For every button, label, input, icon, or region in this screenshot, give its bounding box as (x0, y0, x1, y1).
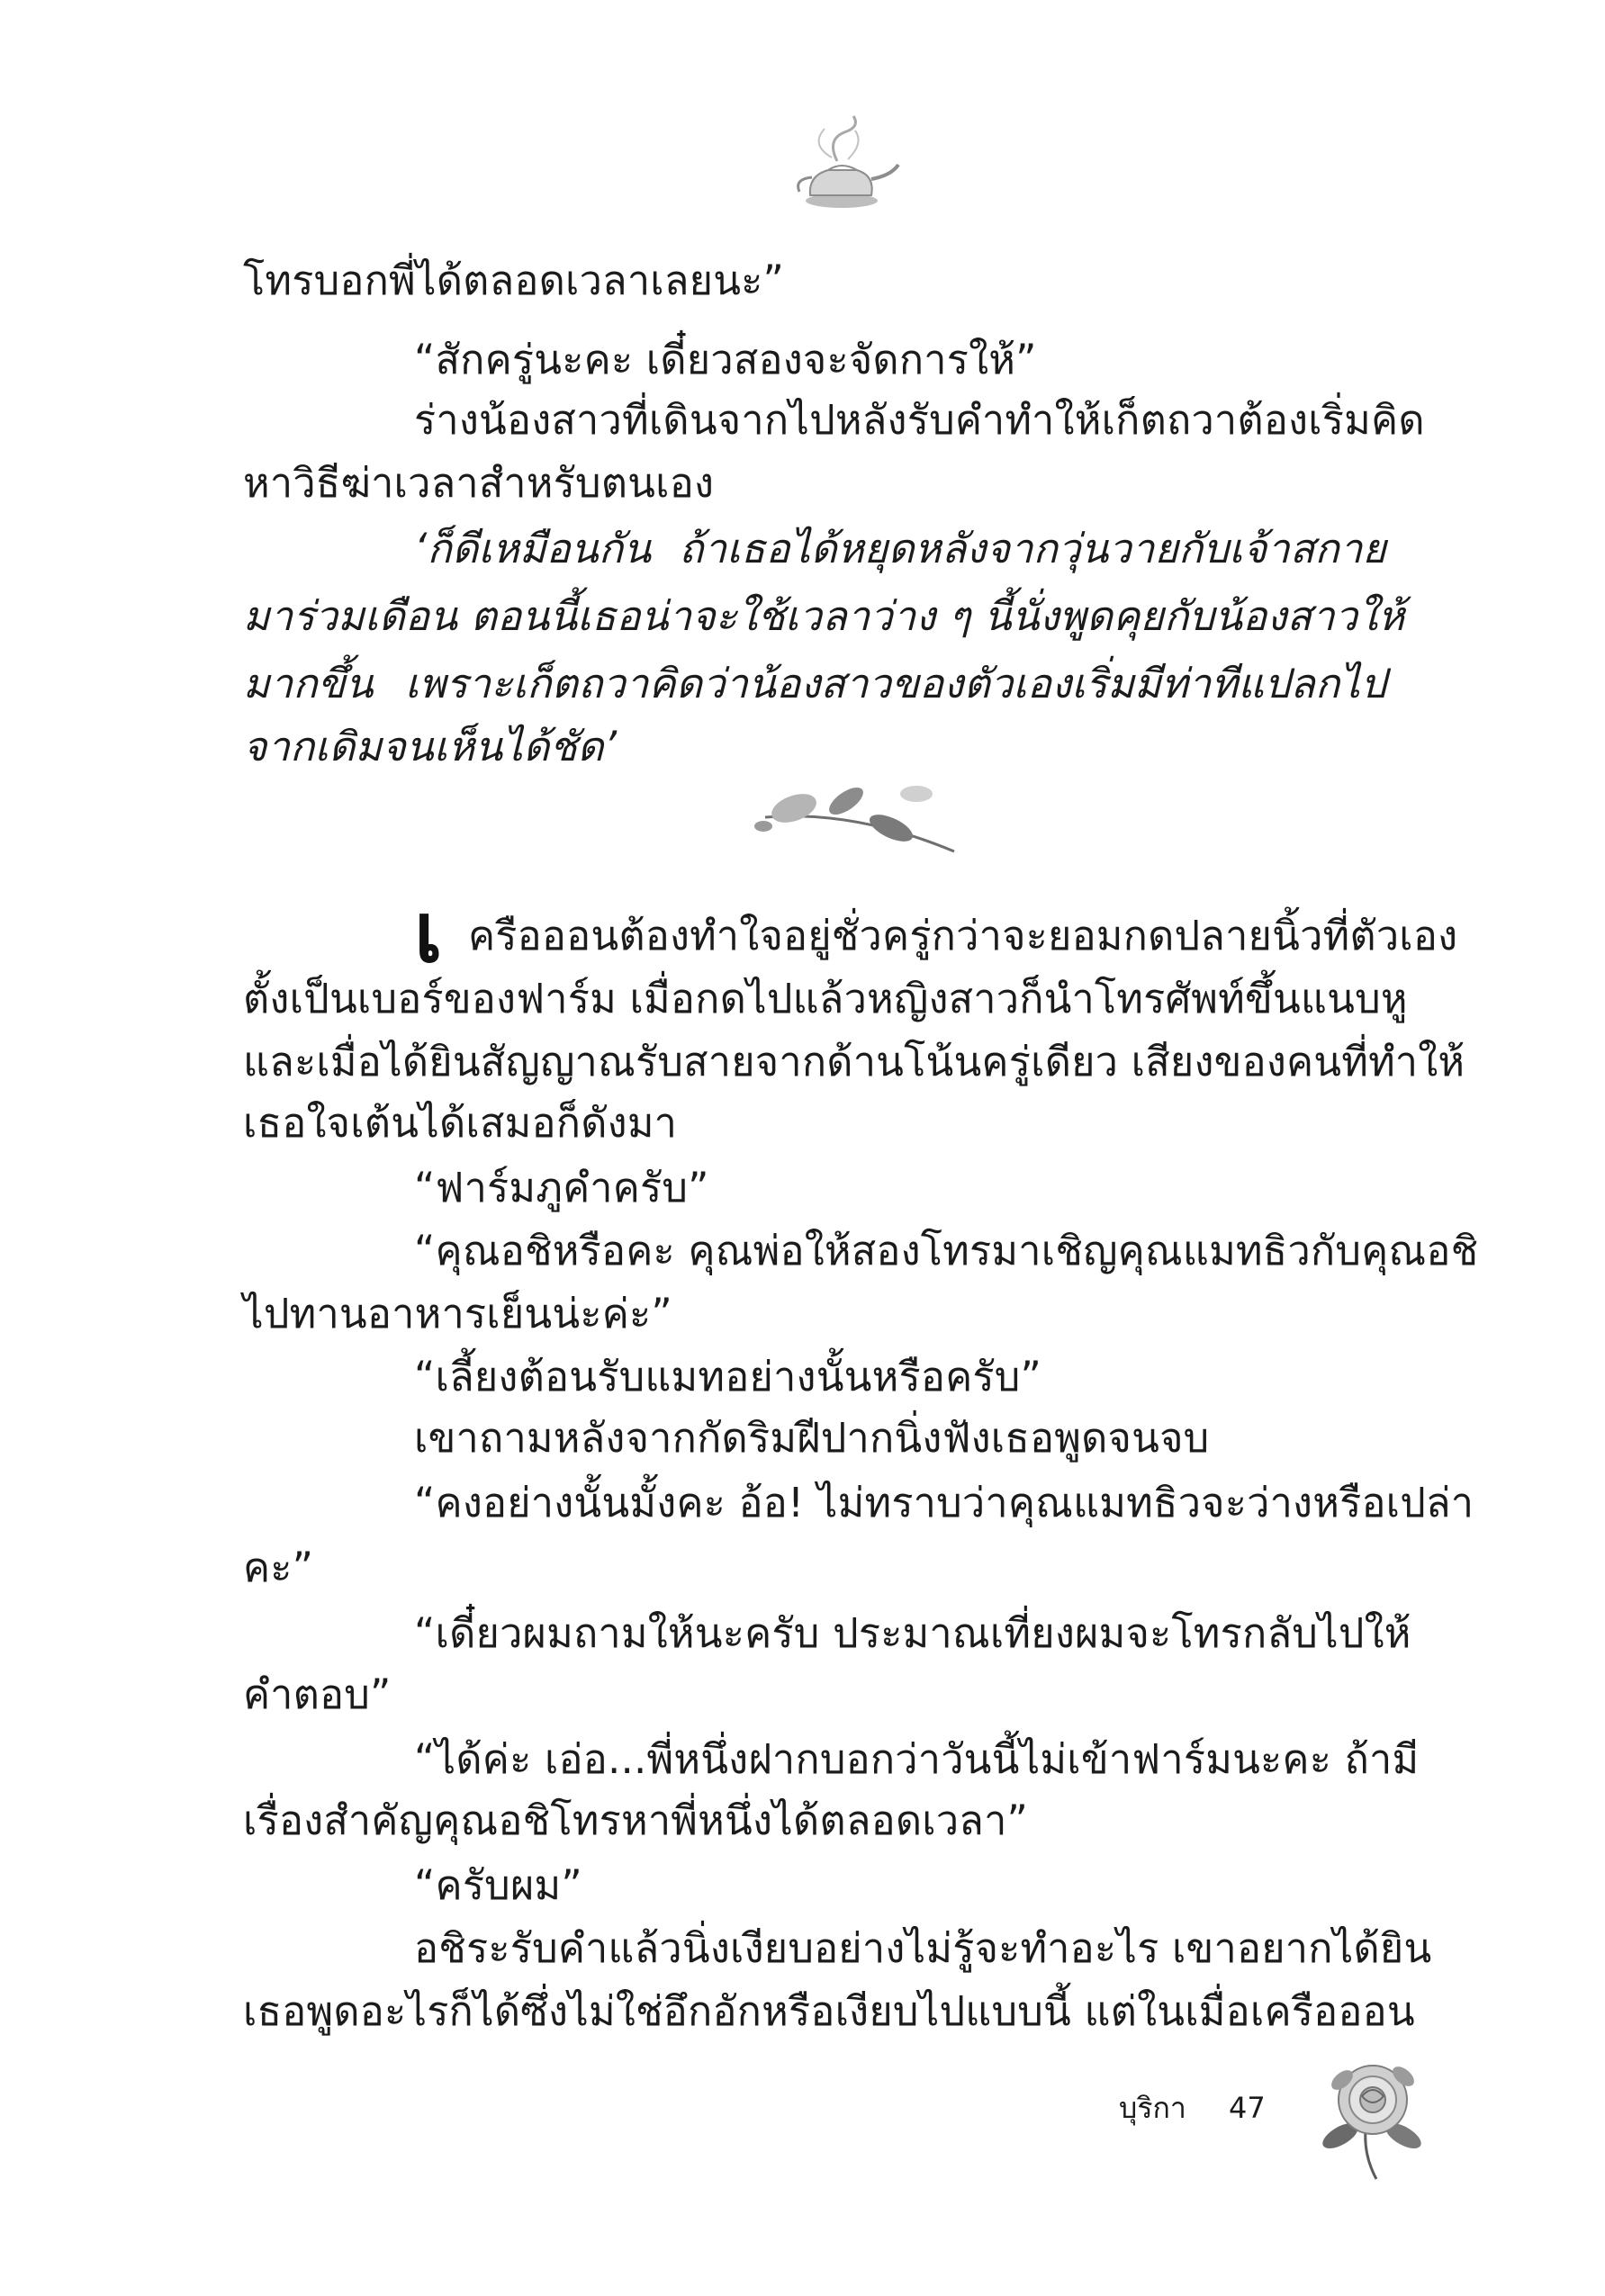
text-line-21: คำตอบ” (243, 1670, 392, 1718)
page-number: 47 (1229, 2091, 1266, 2125)
rose-stem-divider-icon (711, 765, 981, 864)
text-line-6: มาร่วมเดือน ตอนนี้เธอน่าจะใช้เวลาว่าง ๆ นี้นั่งพูดคุยกับน้องสาวให้ (243, 592, 1405, 640)
text-line-23: เรื่องสำคัญคุณอชิโทรหาพี่หนึ่งได้ตลอดเวลา” (243, 1796, 1029, 1844)
text-line-25: อชิระรับคำแล้วนิ่งเงียบอย่างไม่รู้จะทำอะไร เขาอยากได้ยิน (414, 1924, 1432, 1972)
text-line-1: โทรบอกพี่ได้ตลอดเวลาเลยนะ” (243, 257, 785, 304)
text-line-2: “สักครู่นะคะ เดี๋ยวสองจะจัดการให้” (414, 336, 1037, 383)
teapot-ornament-icon (774, 113, 909, 221)
text-line-13: “ฟาร์มภูคำครับ” (414, 1164, 709, 1211)
text-line-24: “ครับผม” (414, 1861, 582, 1909)
text-line-18: “คงอย่างนั้นมั้งคะ อ้อ! ไม่ทราบว่าคุณแมทธิวจะว่างหรือเปล่า (414, 1479, 1474, 1526)
text-line-16: “เลี้ยงต้อนรับแมทอย่างนั้นหรือครับ” (414, 1353, 1042, 1400)
text-line-11: และเมื่อได้ยินสัญญาณรับสายจากด้านโน้นครู่เดียว เสียงของคนที่ทำให้ (243, 1038, 1465, 1085)
text-line-9: ครือออนต้องทำใจอยู่ชั่วครู่กว่าจะยอมกดปลายนิ้วที่ตัวเอง (468, 912, 1458, 959)
text-line-4: หาวิธีฆ่าเวลาสำหรับตนเอง (243, 459, 715, 507)
footer-book-title: บุริกา (1119, 2091, 1186, 2125)
rose-flower-icon (1310, 2048, 1436, 2183)
text-line-17: เขาถามหลังจากกัดริมฝีปากนิ่งฟังเธอพูดจนจบ (414, 1414, 1210, 1462)
text-line-26: เธอพูดอะไรก็ได้ซึ่งไม่ใช่อึกอักหรือเงียบไปแบบนี้ แต่ในเมื่อเครือออน (243, 1987, 1415, 2035)
text-line-7: มากขึ้น เพราะเก็ตถวาคิดว่าน้องสาวของตัวเองเริ่มมีท่าทีแปลกไป (243, 660, 1386, 707)
text-line-15: ไปทานอาหารเย็นน่ะค่ะ” (243, 1290, 672, 1337)
text-line-20: “เดี๋ยวผมถามให้นะครับ ประมาณเที่ยงผมจะโทรกลับไปให้ (414, 1609, 1411, 1657)
text-line-12: เธอใจเต้นได้เสมอก็ดังมา (243, 1099, 678, 1147)
text-line-10: ตั้งเป็นเบอร์ของฟาร์ม เมื่อกดไปแล้วหญิงสาวก็นำโทรศัพท์ขึ้นแนบหู (243, 975, 1408, 1022)
text-line-5: ‘ก็ดีเหมือนกัน ถ้าเธอได้หยุดหลังจากวุ่นวายกับเจ้าสกาย (414, 525, 1386, 572)
text-line-14: “คุณอชิหรือคะ คุณพ่อให้สองโทรมาเชิญคุณแมทธิวกับคุณอชิ (414, 1227, 1479, 1274)
drop-cap: เ (414, 884, 443, 981)
text-line-22: “ได้ค่ะ เอ่อ...พี่หนึ่งฝากบอกว่าวันนี้ไม่เข้าฟาร์มนะคะ ถ้ามี (414, 1735, 1420, 1783)
text-line-3: ร่างน้องสาวที่เดินจากไปหลังรับคำทำให้เก็ตถวาต้องเริ่มคิด (414, 396, 1425, 444)
text-line-19: คะ” (243, 1544, 314, 1591)
text-line-8: จากเดิมจนเห็นได้ชัด’ (243, 723, 618, 770)
